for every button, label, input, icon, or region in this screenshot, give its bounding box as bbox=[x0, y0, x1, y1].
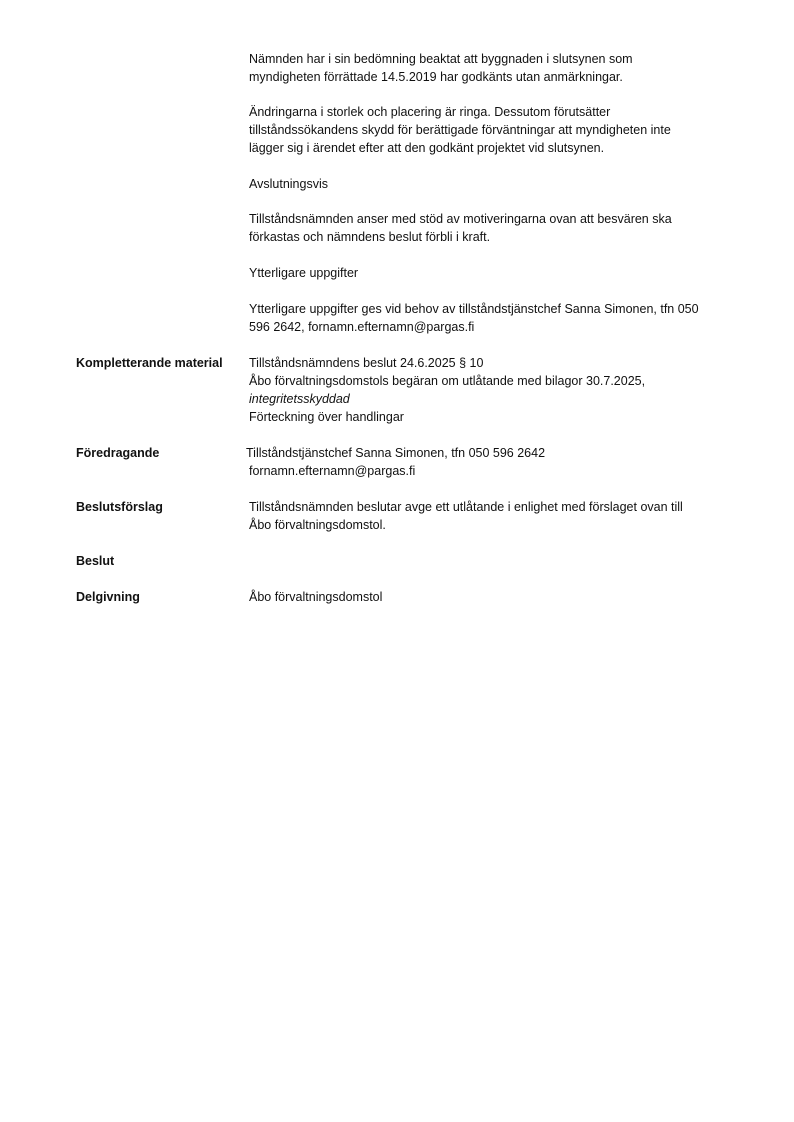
text-line: Förteckning över handlingar bbox=[249, 410, 404, 424]
text-line: Tillståndstjänstchef Sanna Simonen, tfn 050 596 2642 bbox=[246, 446, 546, 460]
text-line: 596 2642, fornamn.efternamn@pargas.fi bbox=[249, 320, 475, 334]
label-supplementary: Kompletterande material bbox=[76, 356, 223, 370]
text-line: tillståndssökandens skydd för berättigade förväntningar att myndigheten inte bbox=[249, 123, 671, 137]
label-proposal: Beslutsförslag bbox=[76, 500, 163, 514]
motivation-paragraph-2 bbox=[249, 103, 749, 157]
text-line: Tillståndsnämnden anser med stöd av motiveringarna ovan att besvären ska bbox=[249, 212, 672, 226]
text-line: integritetsskyddad bbox=[249, 392, 350, 406]
text-line: myndigheten förrättade 14.5.2019 har godkänts utan anmärkningar. bbox=[249, 70, 623, 84]
heading-closing: Avslutningsvis bbox=[249, 177, 328, 191]
text-line: Tillståndsnämndens beslut 24.6.2025 § 10 bbox=[249, 356, 484, 370]
text-line: fornamn.efternamn@pargas.fi bbox=[249, 464, 416, 478]
text-line: Ändringarna i storlek och placering är ringa. Dessutom förutsätter bbox=[249, 105, 611, 119]
text-line: Nämnden har i sin bedömning beaktat att byggnaden i slutsynen som bbox=[249, 52, 633, 66]
text-line: Tillståndsnämnden beslutar avge ett utlåtande i enlighet med förslaget ovan till bbox=[249, 500, 683, 514]
motivation-paragraph-3 bbox=[249, 210, 749, 246]
label-notification: Delgivning bbox=[76, 590, 140, 604]
text-line: lägger sig i ärendet efter att den godkänt projektet vid slutsynen. bbox=[249, 141, 605, 155]
proposal-text bbox=[249, 498, 749, 534]
presenter-info bbox=[246, 444, 746, 480]
notification-recipient bbox=[249, 588, 749, 606]
text-line: förkastas och nämndens beslut förbli i kraft. bbox=[249, 230, 491, 244]
text-line: Ytterligare uppgifter ges vid behov av tillståndstjänstchef Sanna Simonen, tfn 050 bbox=[249, 302, 699, 316]
motivation-paragraph-1 bbox=[249, 50, 749, 86]
motivation-paragraph-4 bbox=[249, 300, 749, 336]
label-decision: Beslut bbox=[76, 554, 115, 568]
text-line: Åbo förvaltningsdomstol bbox=[249, 590, 383, 604]
text-line: Åbo förvaltningsdomstol. bbox=[249, 518, 386, 532]
supplementary-material bbox=[249, 354, 749, 426]
heading-more-info: Ytterligare uppgifter bbox=[249, 266, 359, 280]
text-line: Åbo förvaltningsdomstols begäran om utlåtande med bilagor 30.7.2025, bbox=[249, 374, 646, 388]
label-presenter: Föredragande bbox=[76, 446, 160, 460]
